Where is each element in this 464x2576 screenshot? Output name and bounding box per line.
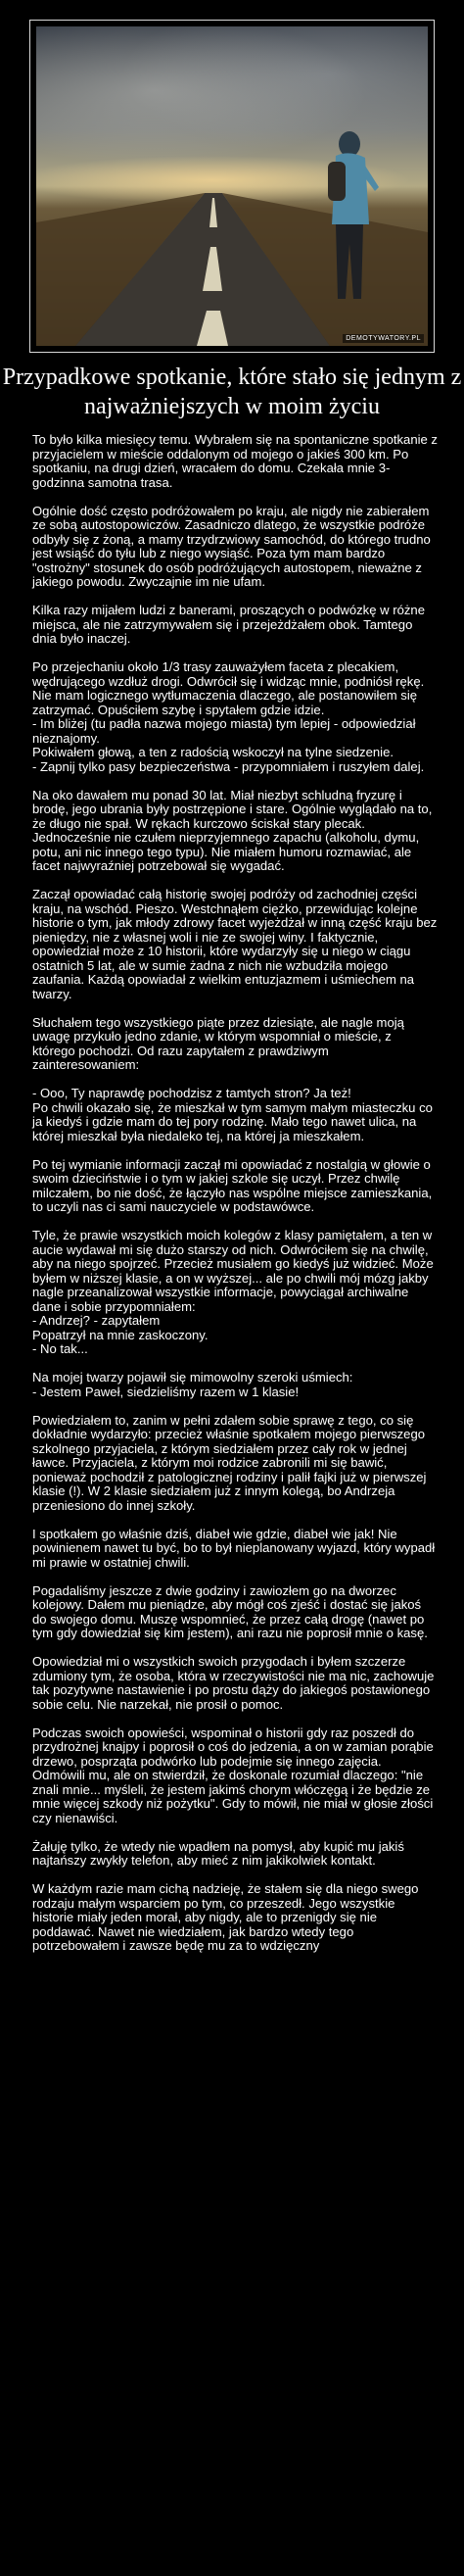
story-paragraph: Po przejechaniu około 1/3 trasy zauważyłem faceta z plecakiem, wędrującego wzdłuż drogi. Odwrócił się i widząc mnie, podniósł rękę. Nie mam logicznego wytłumaczenia dlaczego, ale postanowiłem się zatrzymać. Opuściłem szybę i spytałem gdzie idzie. - Im bliżej (tu padła nazwa mojego miasta) tym lepiej - odpowiedział nieznajomy. Pokiwałem głową, a ten z radością wskoczył na tylne siedzenie. - Zapnij tylko pasy bezpieczeństwa - przypomniałem i ruszyłem dalej. [32,659,425,774]
story-paragraph: Powiedziałem to, zanim w pełni zdałem sobie sprawę z tego, co się dokładnie wydarzyło: przecież właśnie spotkałem mojego pierwszego szkolnego przyjaciela, z którym siedziałem przez cały rok w jednej ławce. Przyjaciela, z którym moi rodzice zabronili mi się bawić, ponieważ pochodził z patologicznej rodziny i palił fajki już w pierwszej klasie (!). W 2 klasie siedziałem już z innym kolegą, bo Andrzeja przeniesiono do innej szkoły. [32,1412,427,1513]
story-paragraph: Po tej wymianie informacji zaczął mi opowiadać z nostalgią w głowie o swoim dzieciństwie i o tym w jakiej szkole się uczył. Przez chwilę milczałem, bo nie dość, że łączyło nas wspólne miejsce zamieszkania, to uczyli nas ci sami nauczyciele w podstawówce. [32,1156,433,1214]
hitchhiker-photo [36,26,428,346]
story-paragraph: Na mojej twarzy pojawił się mimowolny szeroki uśmiech: - Jestem Paweł, siedzieliśmy razem w 1 klasie! [32,1370,353,1399]
story-paragraph: Opowiedział mi o wszystkich swoich przygodach i byłem szczerze zdumiony tym, że osoba, która w rzeczywistości nie ma nic, zachowuje tak pozytywne nastawienie i po prostu dąży do jakiegoś postawionego sobie celu. Nie narzekał, nie prosił o pomoc. [32,1654,435,1712]
photo-frame [29,20,435,353]
poster-title: Przypadkowe spotkanie, które stało się jednym z najważniejszych w moim życiu [2,365,462,419]
story-paragraph: Kilka razy mijałem ludzi z banerami, proszących o podwózkę w różne miejsca, ale nie zatrzymywałem się i przejeżdżałem obok. Tamtego dnia było inaczej. [32,603,425,646]
story-paragraph: Żałuję tylko, że wtedy nie wpadłem na pomysł, aby kupić mu jakiś najtańszy zwykły telefon, aby mieć z nim jakikolwiek kontakt. [32,1838,404,1868]
story-paragraph: Ogólnie dość często podróżowałem po kraju, ale nigdy nie zabierałem ze sobą autostopowiczów. Zasadniczo dlatego, że wszystkie podróże odbyły się z żoną, a mamy trzydrzwiowy samochód, do którego trudno jest wsiąść do tyłu lub z niego wysiąść. Poza tym mam bardzo "ostrożny" stosunek do osób podróżujących autostopem, nieważne z jakiego powodu. Zwyczajnie im nie ufam. [32,503,431,589]
story-paragraph: W każdym razie mam cichą nadzieję, że stałem się dla niego swego rodzaju małym wsparciem po tym, co przeszedł. Jego wszystkie historie miały jeden morał, aby nigdy, ale to przenigdy się nie poddawać. Nawet nie wiedziałem, jak bardzo wtedy tego potrzebowałem i zawsze będę mu za to wdzięczny [32,1881,419,1953]
story-paragraph: Na oko dawałem mu ponad 30 lat. Miał niezbyt schludną fryzurę i brodę, jego ubrania były postrzępione i stare. Ogólnie wyglądało na to, że długo nie spał. W rękach kurczowo ściskał stary plecak. Jednocześnie nie czułem nieprzyjemnego zapachu (alkoholu, dymu, potu, ani nic innego tego typu). Nie miałem humoru rozmawiać, ale facet najwyraźniej potrzebował się wygadać. [32,787,433,873]
watermark: DEMOTYWATORY.PL [343,334,424,343]
story-paragraph: Zaczął opowiadać całą historię swojej podróży od zachodniej części kraju, na wschód. Pieszo. Westchnąłem ciężko, przewidując kolejne historie o tym, jak młody zdrowy facet wyjeżdżał w inną część kraju bez pieniędzy, nie z własnej woli i nie ze swojej winy. I faktycznie, opowiedział może z 10 historii, które wydarzyły się u niego w ciągu ostatnich 5 lat, ale w sumie żadna z nich nie wzbudziła mojego zaufania. Każdą opowiadał z wielkim entuzjazmem i uśmiechem na twarzy. [32,887,438,1001]
story-text [32,433,438,1968]
story-paragraph: Podczas swoich opowieści, wspominał o historii gdy raz poszedł do przydrożnej knajpy i poprosił o coś do jedzenia, a on w zamian porąbie drzewo, posprząta podwórko lub podejmie się innego zajęcia. Odmówili mu, ale on stwierdził, że doskonale rozumiał dlaczego: "nie znali mnie... myśleli, że jestem jakimś chorym włóczęgą i że będzie ze mnie więcej szkody niż pożytku". Gdy to mówił, nie miał w głosie złości czy nienawiści. [32,1725,434,1825]
story-paragraph: To było kilka miesięcy temu. Wybrałem się na spontaniczne spotkanie z przyjacielem w mieście oddalonym od mojego o jakieś 300 km. Po spotkaniu, na drugi dzień, wracałem do domu. Czekała mnie 3-godzinna samotna trasa. [32,432,438,490]
story-paragraph: I spotkałem go właśnie dziś, diabeł wie gdzie, diabeł wie jak! Nie powinienem nawet tu być, bo to był nieplanowany wyjazd, który wypadł mi prawie w ostatniej chwili. [32,1526,436,1570]
hiker-figure [322,126,381,303]
story-paragraph: Słuchałem tego wszystkiego piąte przez dziesiąte, ale nagle moją uwagę przykuło jedno zdanie, w którym wspomniał o mieście, z którego pochodzi. Od razu zapytałem z prawdziwym zainteresowaniem: [32,1014,404,1072]
story-paragraph: Tyle, że prawie wszystkich moich kolegów z klasy pamiętałem, a ten w aucie wydawał mi się dużo starszy od nich. Odwróciłem się na chwilę, aby na niego spojrzeć. Przecież musiałem go kiedyś już widzieć. Może byłem w niższej klasie, a on w wyższej... ale po chwili mój mózg jakby nagle przeanalizował wszystkie informacje, powyciągał archiwalne dane i sobie przypomniałem: - Andrzej? - zapytałem Popatrzył na mnie zaskoczony. - No tak... [32,1228,434,1356]
story-paragraph: Pogadaliśmy jeszcze z dwie godziny i zawiozłem go na dworzec kolejowy. Dałem mu pieniądze, aby mógł coś zjeść i dostać się jakoś do swojego domu. Muszę wspomnieć, że przez całą drogę (nawet po tym gdy dowiedział się kim jestem), ani razu nie poprosił mnie o kasę. [32,1582,428,1640]
story-paragraph: - Ooo, Ty naprawdę pochodzisz z tamtych stron? Ja też! Po chwili okazało się, że mieszkał w tym samym małym miasteczku co ja kiedyś i gdzie mam do tej pory rodzinę. Mało tego nawet ulica, na której mieszkał była niedaleko tej, na której ja mieszkałem. [32,1086,433,1143]
